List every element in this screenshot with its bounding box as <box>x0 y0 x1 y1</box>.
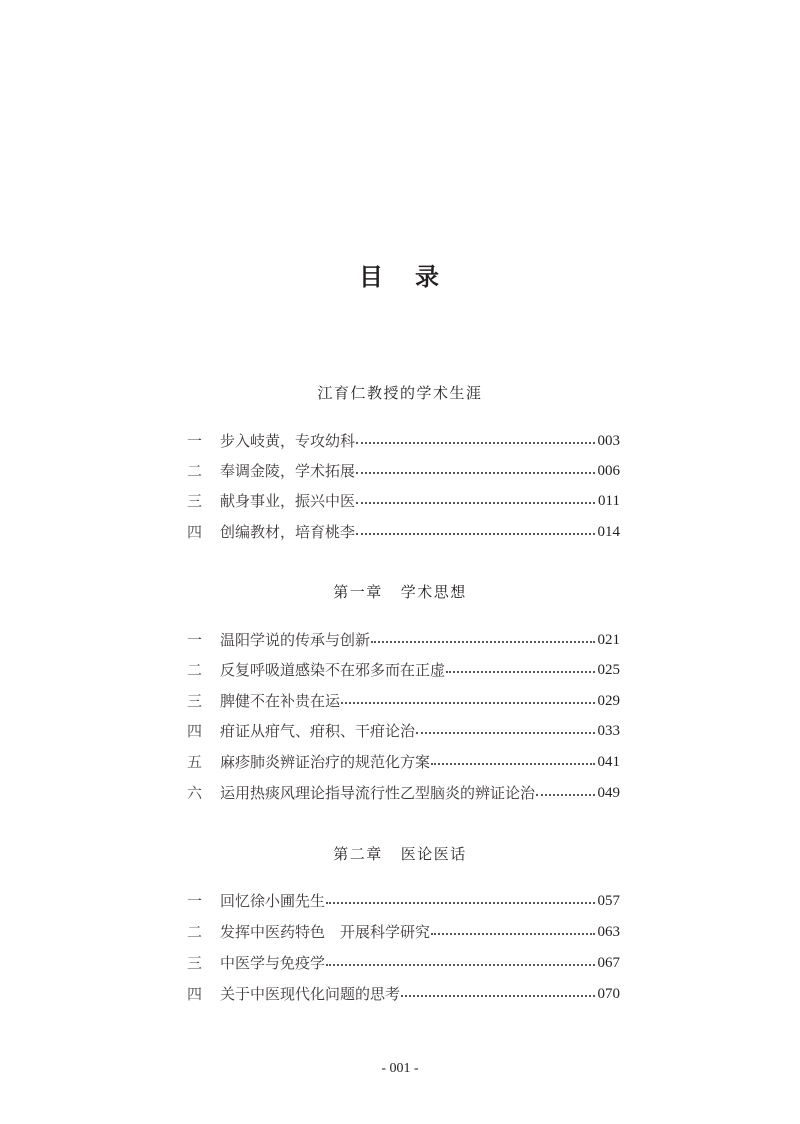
toc-entry-number: 三 <box>187 692 203 710</box>
toc-entry-title[interactable]: 创编教材，培育桃李 <box>220 523 356 541</box>
toc-entry-title[interactable]: 回忆徐小圃先生 <box>220 892 326 910</box>
dot-leader <box>356 430 594 452</box>
toc-entry-title[interactable]: 运用热痰风理论指导流行性乙型脑炎的辨证论治 <box>220 784 536 802</box>
toc-entry-page[interactable]: 057 <box>597 893 620 909</box>
toc-entry-number: 三 <box>187 492 203 510</box>
toc-entry-page[interactable]: 049 <box>597 785 620 801</box>
toc-entry-page[interactable]: 021 <box>597 632 620 648</box>
dot-leader <box>431 751 594 773</box>
toc-entry-number: 四 <box>187 985 203 1003</box>
toc-entry-number: 一 <box>187 892 203 910</box>
toc-entry[interactable] <box>187 521 620 543</box>
toc-entry-number: 四 <box>187 523 203 541</box>
dot-leader <box>431 921 594 943</box>
toc-entry[interactable] <box>187 460 620 482</box>
toc-entry[interactable] <box>187 659 620 681</box>
toc-entry-page[interactable]: 025 <box>597 662 620 678</box>
toc-entry-number: 四 <box>187 722 203 740</box>
toc-entry[interactable] <box>187 690 620 712</box>
toc-entry-title[interactable]: 发挥中医药特色 开展科学研究 <box>220 923 431 941</box>
dot-leader <box>401 983 594 1005</box>
toc-entry-page[interactable]: 070 <box>597 986 620 1002</box>
dot-leader <box>356 460 594 482</box>
dot-leader <box>446 659 594 681</box>
toc-entry[interactable] <box>187 921 620 943</box>
toc-entry[interactable] <box>187 751 620 773</box>
toc-entry-title[interactable]: 温阳学说的传承与创新 <box>220 631 371 649</box>
page-title <box>0 261 800 293</box>
toc-entry-title[interactable]: 关于中医现代化问题的思考 <box>220 985 401 1003</box>
toc-entry-number: 二 <box>187 923 203 941</box>
page-title-part-2: 录 <box>415 262 441 291</box>
toc-entry-title[interactable]: 脾健不在补贵在运 <box>220 692 341 710</box>
toc-entry[interactable] <box>187 983 620 1005</box>
page-number: - 001 - <box>381 1061 419 1076</box>
toc-entry-number: 一 <box>187 432 203 450</box>
toc-entry-number: 一 <box>187 631 203 649</box>
toc-entry[interactable] <box>187 430 620 452</box>
toc-entry-number: 二 <box>187 462 203 480</box>
toc-entry-page[interactable]: 041 <box>597 754 620 770</box>
toc-entry-page[interactable]: 029 <box>597 693 620 709</box>
toc-entry-title[interactable]: 疳证从疳气、疳积、干疳论治 <box>220 722 416 740</box>
toc-entry-number: 六 <box>187 784 203 802</box>
page-title-part-1: 目 <box>359 262 385 291</box>
toc-entry-title[interactable]: 奉调金陵，学术拓展 <box>220 462 356 480</box>
chapter-heading-2 <box>0 844 800 864</box>
toc-entry-page[interactable]: 014 <box>597 524 620 540</box>
toc-entry-page[interactable]: 011 <box>598 493 620 509</box>
chapter-number: 第一章 <box>333 583 383 601</box>
toc-entry[interactable] <box>187 952 620 974</box>
chapter-name: 学术思想 <box>400 583 467 601</box>
dot-leader <box>416 720 594 742</box>
dot-leader <box>326 890 594 912</box>
toc-entry-title[interactable]: 献身事业，振兴中医 <box>220 492 356 510</box>
toc-entry-page[interactable]: 063 <box>597 924 620 940</box>
dot-leader <box>371 629 594 651</box>
toc-entry[interactable] <box>187 890 620 912</box>
toc-entry-number: 二 <box>187 661 203 679</box>
toc-entry-title[interactable]: 步入岐黄，专攻幼科 <box>220 432 356 450</box>
toc-entry-title[interactable]: 麻疹肺炎辨证治疗的规范化方案 <box>220 753 431 771</box>
toc-entry[interactable] <box>187 490 620 512</box>
toc-entry-number: 三 <box>187 954 203 972</box>
toc-entry-title[interactable]: 反复呼吸道感染不在邪多而在正虚 <box>220 661 446 679</box>
dot-leader <box>326 952 594 974</box>
toc-entry-page[interactable]: 003 <box>597 433 620 449</box>
chapter-name: 医论医话 <box>400 845 467 863</box>
toc-entry-number: 五 <box>187 753 203 771</box>
dot-leader <box>356 490 595 512</box>
dot-leader <box>356 521 594 543</box>
toc-entry-page[interactable]: 006 <box>597 463 620 479</box>
chapter-number: 第二章 <box>333 845 383 863</box>
chapter-heading-1 <box>0 582 800 602</box>
toc-entry-page[interactable]: 067 <box>597 955 620 971</box>
toc-entry[interactable] <box>187 782 620 804</box>
toc-entry-page[interactable]: 033 <box>597 723 620 739</box>
toc-entry[interactable] <box>187 629 620 651</box>
section-heading-career: 江育仁教授的学术生涯 <box>317 384 483 402</box>
dot-leader <box>341 690 594 712</box>
toc-entry-title[interactable]: 中医学与免疫学 <box>220 954 326 972</box>
toc-entry[interactable] <box>187 720 620 742</box>
dot-leader <box>536 782 594 804</box>
